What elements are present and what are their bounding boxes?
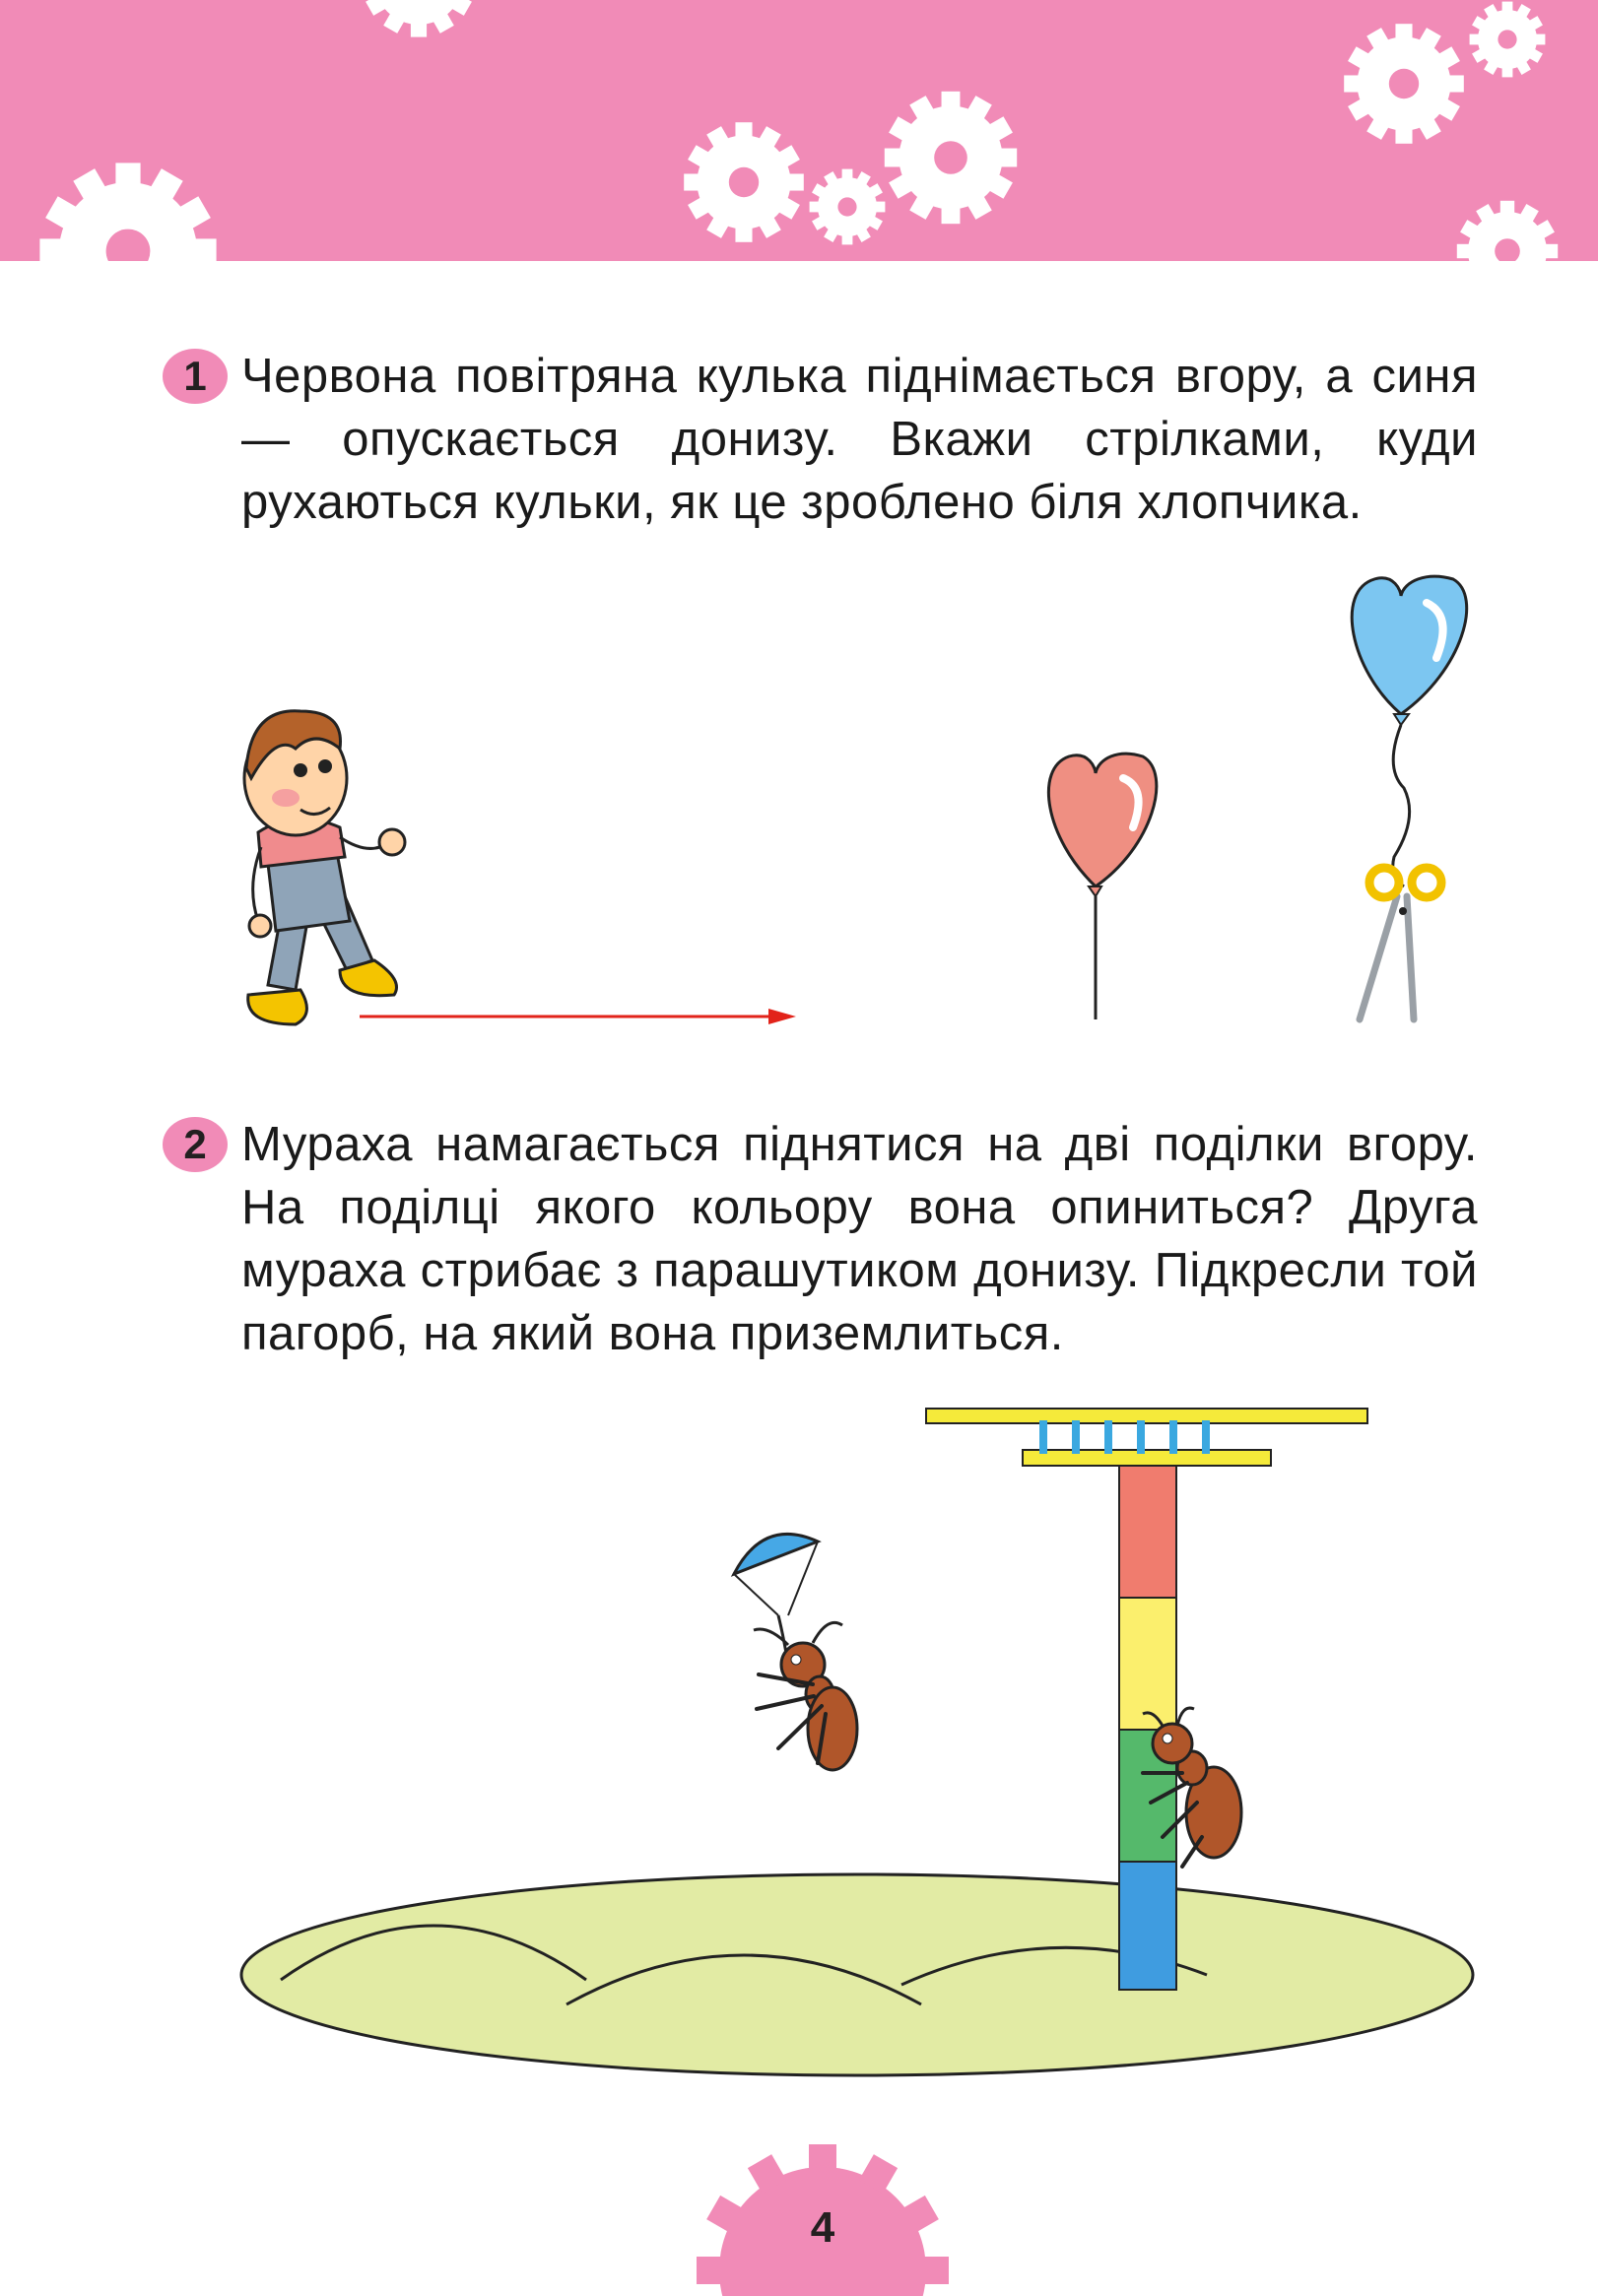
task-1-text: Червона повітряна кулька піднімається вгору, а синя — опускається донизу. Вкажи стрілками, куди рухаються кульки, як це зроблено біля хлопчика. [241, 350, 1478, 529]
page-number: 4 [810, 2203, 835, 2252]
pole-segment-red[interactable] [1119, 1466, 1176, 1598]
task-2-text: Мураха намагається піднятися на дві поділки вгору. На поділці якого кольору вона опиниться? Друга мураха стрибає з парашутиком донизу. Підкресли той пагорб, на який вона приземлиться. [241, 1118, 1478, 1360]
task-number-badge: 1 [163, 349, 228, 404]
pole-segment-yellow[interactable] [1119, 1598, 1176, 1730]
page-number-badge [690, 2132, 956, 2296]
task-number-badge: 2 [163, 1117, 228, 1172]
parachute-icon [734, 1534, 818, 1574]
ground [241, 1874, 1473, 2075]
pole-segment-blue[interactable] [1119, 1862, 1176, 1990]
parachute-ant [734, 1534, 857, 1770]
